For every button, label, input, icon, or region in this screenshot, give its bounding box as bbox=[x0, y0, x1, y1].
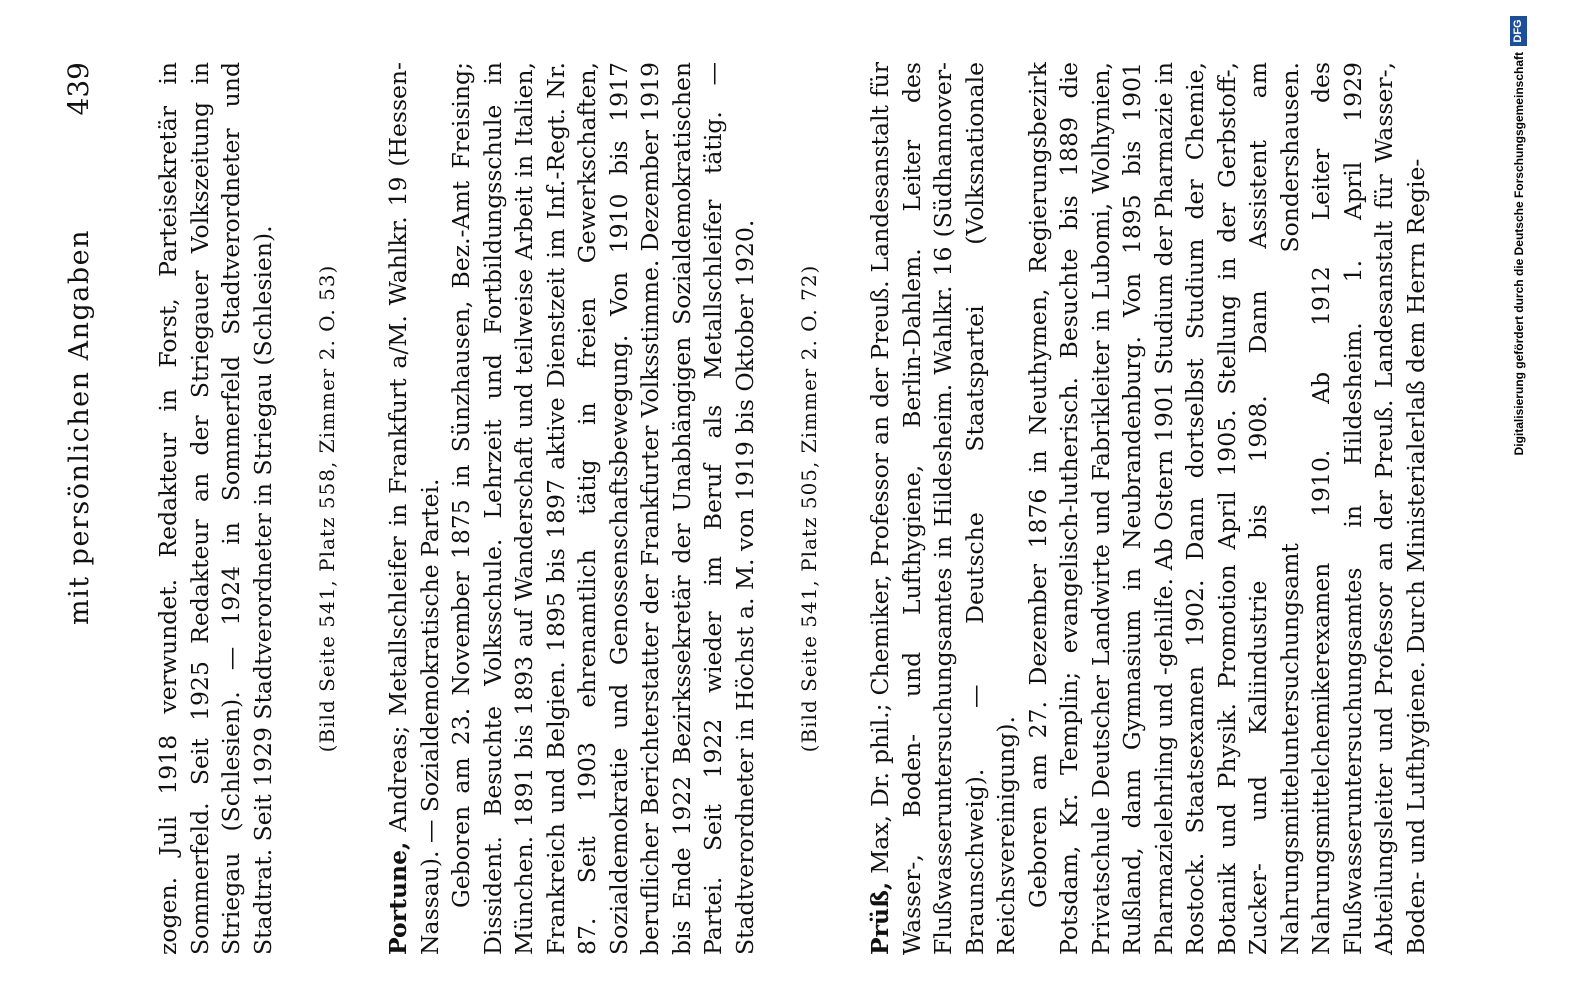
entry-body: Geboren am 23. November 1875 in Sünzhausen, Bez.-Amt Freising; Dissident. Besuchte Volksschule. Lehrzeit und Fortbildungsschule in München. 1891 bis 1893 auf Wanderschaft und teilweise Arbeit in Italien, Frankreich und Belgien. 1895 bis 1897 aktive Dienstzeit im Inf.-Regt. Nr. 87. Seit 1903 ehrenamtlich tätig in freien Gewerkschaften, Sozialdemokratie und Genossenschaftsbewegung. Von 1910 bis 1917 beruflicher Berichterstatter der Frankfurter Volksstimme. Dezember 1919 bis Ende 1922 Bezirkssekretär der Unabhängigen Sozialdemokratischen Partei. Seit 1922 wieder im Beruf als Metallschleifer tätig. — Stadtverordneter in Höchst a. M. von 1919 bis Oktober 1920. bbox=[447, 62, 759, 955]
running-head: mit persönlichen Angaben bbox=[64, 229, 95, 625]
entry-heading bbox=[383, 62, 446, 955]
dfg-logo: DFG bbox=[1510, 16, 1527, 46]
biography-entry-prutz bbox=[865, 62, 1432, 955]
page-number: 439 bbox=[62, 62, 95, 116]
entry-intro: Max, Dr. phil.; Chemiker, Professor an der Preuß. Landesanstalt für Wasser-, Boden- und Lufthygiene, Berlin-Dahlem. Leiter des Flußwasseruntersuchungsamtes in Hildesheim. Wahlkr. 16 (Südhannover-Braunschweig). — Deutsche Staatspartei (Volksnationale Reichsvereinigung). bbox=[866, 62, 1020, 955]
entry-intro: Andreas; Metallschleifer in Frankfurt a/M. Wahlkr. 19 (Hessen-Nassau). — Sozialdemokratische Partei. bbox=[384, 62, 444, 955]
entry-continuation bbox=[153, 62, 279, 955]
dfg-funding-note: Digitalisierung gefördert durch die Deutsche Forschungsgemeinschaft bbox=[1512, 52, 1526, 456]
entry-heading bbox=[865, 62, 1023, 955]
digitization-footer bbox=[1512, 0, 1552, 1000]
entry-name: Portune, bbox=[384, 841, 412, 955]
biography-entry-portune bbox=[383, 62, 761, 955]
picture-reference-caption: (Bild Seite 541, Platz 505, Zimmer 2. O. 72) bbox=[797, 264, 821, 753]
entry-name: Prüß, bbox=[866, 881, 894, 955]
entry-continuation-text: zogen. Juli 1918 verwundet. Redakteur in Forst, Parteisekretär in Sommerfeld. Seit 1925 Redakteur an der Striegauer Volkszeitung in Striegau (Schlesien). — 1924 in Sommerfeld Stadtverordneter und Stadtrat. Seit 1929 Stadtverordneter in Striegau (Schlesien). bbox=[154, 62, 277, 955]
picture-reference-caption: (Bild Seite 541, Platz 558, Zimmer 2. O. 53) bbox=[315, 264, 339, 753]
entry-body: Geboren am 27. Dezember 1876 in Neuthymen, Regierungsbezirk Potsdam, Kr. Templin; evangelisch-lutherisch. Besuchte bis 1889 die Privatschule Deutscher Landwirte und Fabrikleiter in Lubomi, Wolhynien, Rußland, dann Gymnasium in Neubrandenburg. Von 1895 bis 1901 Pharmazielehrling und -gehilfe. Ab Ostern 1901 Studium der Pharmazie in Rostock. Staatsexamen 1902. Dann dortselbst Studium der Chemie, Botanik und Physik. Promotion April 1905. Stellung in der Gerbstoff-, Zucker- und Kaliindustrie bis 1908. Dann Assistent am Nahrungsmitteluntersuchungsamt Sondershausen. Nahrungsmittelchemikerexamen 1910. Ab 1912 Leiter des Flußwasseruntersuchungsamtes in Hildesheim. 1. April 1929 Abteilungsleiter und Professor an der Preuß. Landesanstalt für Wasser-, Boden- und Lufthygiene. Durch Ministerialerlaß dem Herrn Regie- bbox=[1023, 62, 1430, 955]
page-header bbox=[62, 62, 95, 955]
